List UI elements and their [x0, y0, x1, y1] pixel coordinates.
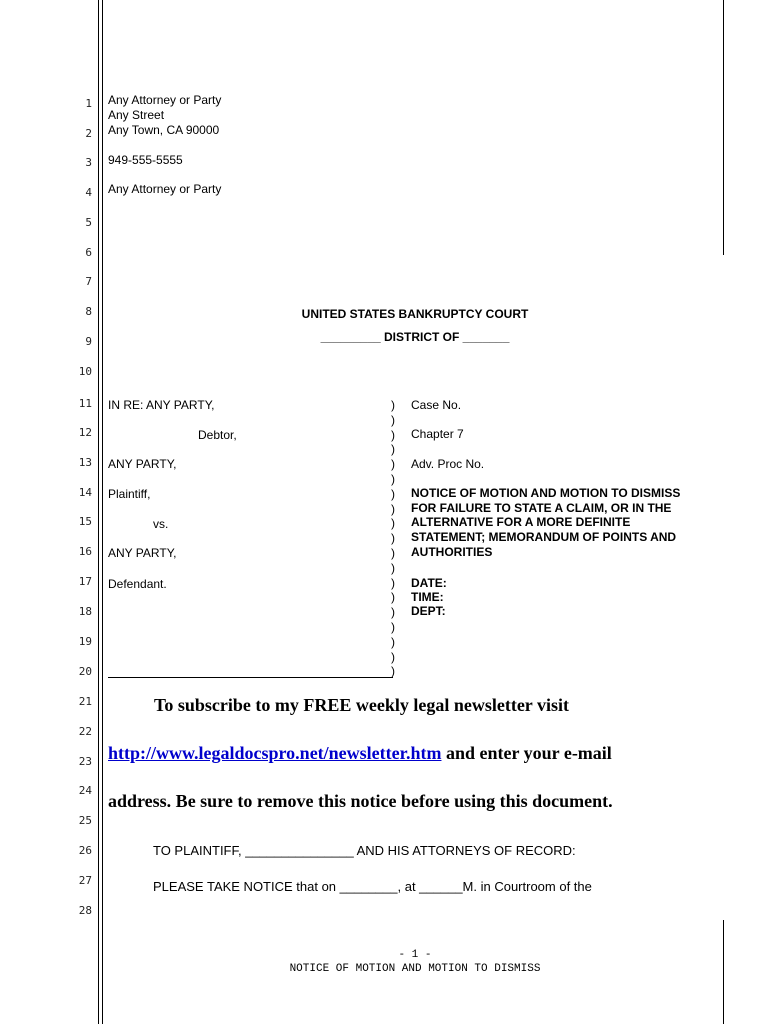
line-number: 28 — [78, 904, 92, 917]
caption-paren: ) — [391, 472, 395, 486]
caption-paren: ) — [391, 442, 395, 456]
caption-in-re: IN RE: ANY PARTY, — [108, 398, 215, 412]
line-number: 26 — [78, 844, 92, 857]
line-number: 15 — [78, 515, 92, 528]
caption-debtor: Debtor, — [198, 428, 237, 442]
line-number: 5 — [85, 216, 92, 229]
line-number: 4 — [85, 186, 92, 199]
hearing-date-label: DATE: — [411, 576, 447, 590]
line-number: 8 — [85, 305, 92, 318]
line-number: 22 — [78, 725, 92, 738]
line-number: 14 — [78, 486, 92, 499]
motion-title-4: STATEMENT; MEMORANDUM OF POINTS AND — [411, 530, 677, 544]
caption-paren: ) — [391, 413, 395, 427]
please-take-notice-line: PLEASE TAKE NOTICE that on ________, at ______M. in Courtroom of the — [153, 879, 592, 894]
motion-title-2: FOR FAILURE TO STATE A CLAIM, OR IN THE — [411, 501, 672, 515]
line-number: 2 — [85, 127, 92, 140]
line-number: 13 — [78, 456, 92, 469]
caption-party1: ANY PARTY, — [108, 457, 177, 471]
caption-paren: ) — [391, 546, 395, 560]
caption-paren: ) — [391, 457, 395, 471]
notice-line-1: To subscribe to my FREE weekly legal newsletter visit — [154, 695, 569, 715]
notice-line-2 — [108, 743, 612, 763]
caption-paren: ) — [391, 664, 395, 678]
line-number: 9 — [85, 335, 92, 348]
footer-title: NOTICE OF MOTION AND MOTION TO DISMISS — [289, 963, 541, 975]
attorney-phone: 949-555-5555 — [108, 153, 183, 167]
attorney-for: Any Attorney or Party — [108, 182, 222, 196]
caption-paren: ) — [391, 561, 395, 575]
line-number: 6 — [85, 246, 92, 259]
line-number: 19 — [78, 635, 92, 648]
motion-title-3: ALTERNATIVE FOR A MORE DEFINITE — [411, 515, 631, 529]
court-district: _________ DISTRICT OF _______ — [320, 330, 510, 344]
line-number: 12 — [78, 426, 92, 439]
left-margin-rule-outer — [98, 0, 99, 1024]
line-number: 18 — [78, 605, 92, 618]
line-number: 17 — [78, 575, 92, 588]
caption-paren: ) — [391, 428, 395, 442]
to-plaintiff-line: TO PLAINTIFF, _______________ AND HIS ATTORNEYS OF RECORD: — [153, 843, 576, 858]
caption-paren: ) — [391, 650, 395, 664]
caption-defendant: Defendant. — [108, 577, 167, 591]
caption-paren: ) — [391, 590, 395, 604]
hearing-dept-label: DEPT: — [411, 604, 446, 618]
newsletter-link[interactable]: http://www.legaldocspro.net/newsletter.htm — [108, 743, 442, 763]
line-number: 24 — [78, 784, 92, 797]
caption-paren: ) — [391, 516, 395, 530]
motion-title-5: AUTHORITIES — [411, 545, 493, 559]
motion-title-1: NOTICE OF MOTION AND MOTION TO DISMISS — [411, 486, 681, 500]
caption-paren: ) — [391, 576, 395, 590]
line-number: 23 — [78, 755, 92, 768]
right-margin-rule-top — [723, 0, 724, 255]
attorney-street: Any Street — [108, 108, 165, 122]
caption-paren: ) — [391, 487, 395, 501]
line-number: 11 — [78, 397, 92, 410]
caption-paren: ) — [391, 502, 395, 516]
line-number: 7 — [85, 275, 92, 288]
line-number: 1 — [85, 97, 92, 110]
caption-paren: ) — [391, 605, 395, 619]
line-number: 27 — [78, 874, 92, 887]
line-number: 20 — [78, 665, 92, 678]
notice-line-3: address. Be sure to remove this notice before using this document. — [108, 791, 613, 811]
attorney-city: Any Town, CA 90000 — [108, 123, 220, 137]
caption-paren: ) — [391, 531, 395, 545]
line-number: 10 — [78, 365, 92, 378]
line-number: 16 — [78, 545, 92, 558]
caption-paren: ) — [391, 635, 395, 649]
caption-plaintiff: Plaintiff, — [108, 487, 151, 501]
notice-line-2-rest: and enter your e-mail — [441, 743, 612, 763]
caption-underline — [108, 677, 393, 678]
line-number: 25 — [78, 814, 92, 827]
left-margin-rule-inner — [102, 0, 103, 1024]
caption-paren: ) — [391, 620, 395, 634]
line-number: 21 — [78, 695, 92, 708]
hearing-time-label: TIME: — [411, 590, 444, 604]
footer-page-number: - 1 - — [398, 949, 432, 961]
caption-party2: ANY PARTY, — [108, 546, 177, 560]
court-name: UNITED STATES BANKRUPTCY COURT — [301, 307, 529, 321]
chapter-label: Chapter 7 — [411, 427, 464, 441]
case-number-label: Case No. — [411, 398, 462, 412]
line-number: 3 — [85, 156, 92, 169]
attorney-name: Any Attorney or Party — [108, 93, 222, 107]
caption-paren: ) — [391, 398, 395, 412]
caption-vs: vs. — [153, 517, 169, 531]
adv-proc-label: Adv. Proc No. — [411, 457, 485, 471]
